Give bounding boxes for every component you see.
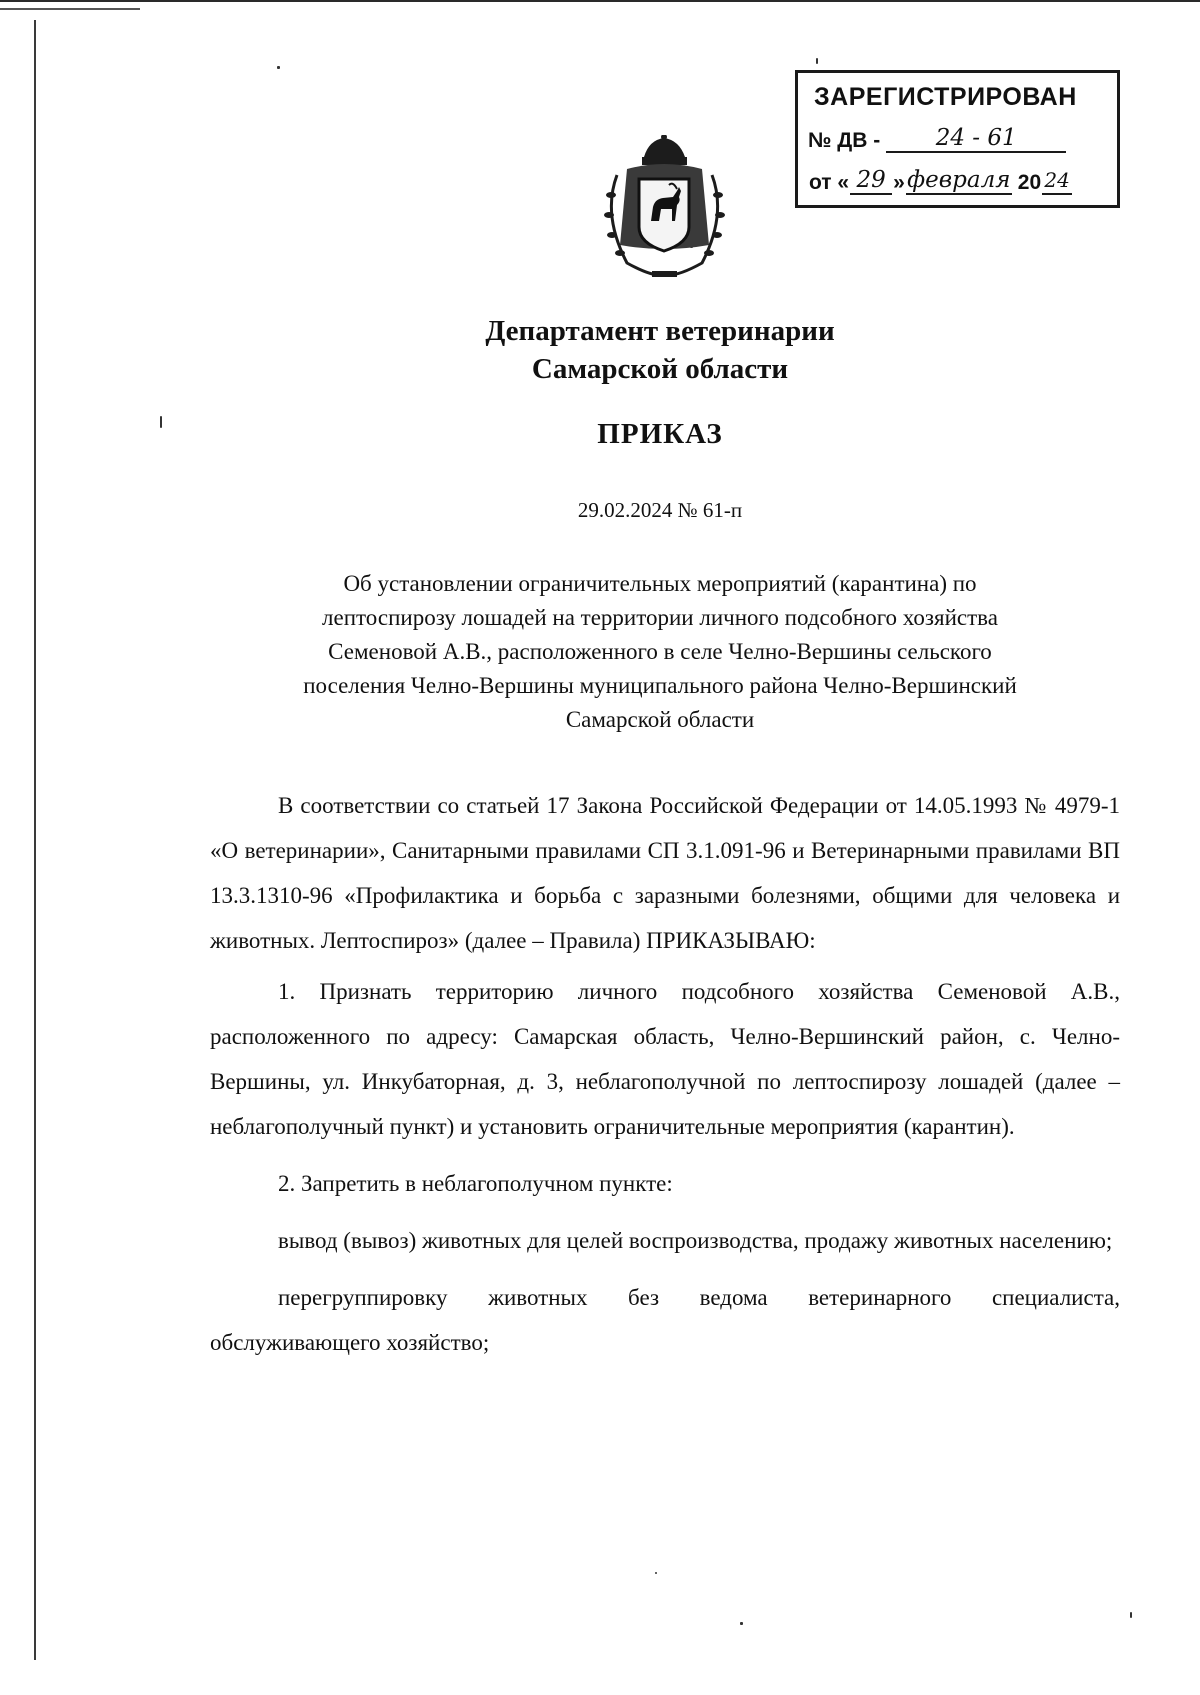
scan-mark (0, 8, 140, 10)
stamp-date-month: февраля (907, 167, 1011, 193)
scan-speck (655, 1572, 657, 1574)
stamp-title: ЗАРЕГИСТРИРОВАН (814, 83, 1077, 111)
registration-stamp (795, 70, 1120, 208)
scan-speck (1130, 1612, 1132, 1618)
stamp-number-row (808, 125, 1066, 153)
stamp-date-mid: » (893, 171, 905, 194)
scan-speck (740, 1622, 743, 1625)
stamp-number-label: № ДВ - (808, 129, 881, 152)
order-title: ПРИКАЗ (597, 418, 723, 450)
stamp-date-prefix: от « (809, 171, 850, 194)
order-subject-line: поселения Челно-Вершины муниципального района Челно-Вершинский (303, 673, 1017, 698)
body-paragraph-ban-1: вывод (вывоз) животных для целей воспроизводства, продажу животных населению; (278, 1228, 1113, 1253)
department-name-line2: Самарской области (531, 353, 789, 385)
body-paragraph-preamble: В соответствии со статьей 17 Закона Российской Федерации от 14.05.1993 № 4979-1 «О ветеринарии», Санитарными правилами СП 3.1.091-96 и Ветеринарными правилами ВП 13.3.1310-96 «Профилактика и борьба с заразными болезнями, общими для человека и животных. Лептоспироз» (далее – Правила) ПРИКАЗЫВАЮ: (210, 793, 1120, 953)
stamp-number-value: 24 - 61 (886, 125, 1066, 153)
scan-speck (277, 66, 280, 69)
stamp-date-row (808, 167, 1072, 195)
department-name (0, 312, 1200, 388)
body-paragraph-item-2: 2. Запретить в неблагополучном пункте: (278, 1171, 673, 1196)
body-paragraph-ban-2: перегруппировку животных без ведома ветеринарного специалиста, обслуживающего хозяйство; (210, 1285, 1120, 1355)
order-subject-line: Об установлении ограничительных мероприятий (карантина) по (343, 571, 977, 596)
body-paragraph-item-1: 1. Признать территорию личного подсобного хозяйства Семеновой А.В., расположенного по адресу: Самарская область, Челно-Вершинский район, с. Челно-Вершины, ул. Инкубаторная, д. 3, неблагополучной по лептоспирозу лошадей (далее – неблагополучный пункт) и установить ограничительные мероприятия (карантин). (210, 979, 1120, 1139)
order-subject-line: лептоспирозу лошадей на территории личного подсобного хозяйства (322, 605, 998, 630)
samara-coat-of-arms-icon (597, 135, 732, 285)
stamp-date-day: 29 (850, 167, 892, 195)
order-body (210, 783, 1120, 1365)
stamp-date-year-prefix: 20 (1017, 171, 1042, 194)
department-name-line1: Департамент ветеринарии (485, 315, 835, 347)
stamp-date-year-suffix: 24 (1042, 167, 1072, 195)
order-subject-line: Семеновой А.В., расположенного в селе Челно-Вершины сельского (328, 639, 992, 664)
scan-edge-left (34, 20, 36, 1660)
order-date-number: 29.02.2024 № 61-п (577, 498, 743, 522)
order-subject-line: Самарской области (565, 707, 755, 732)
order-subject (210, 567, 1110, 737)
scan-speck (816, 58, 818, 64)
scan-edge-top (0, 0, 1200, 2)
